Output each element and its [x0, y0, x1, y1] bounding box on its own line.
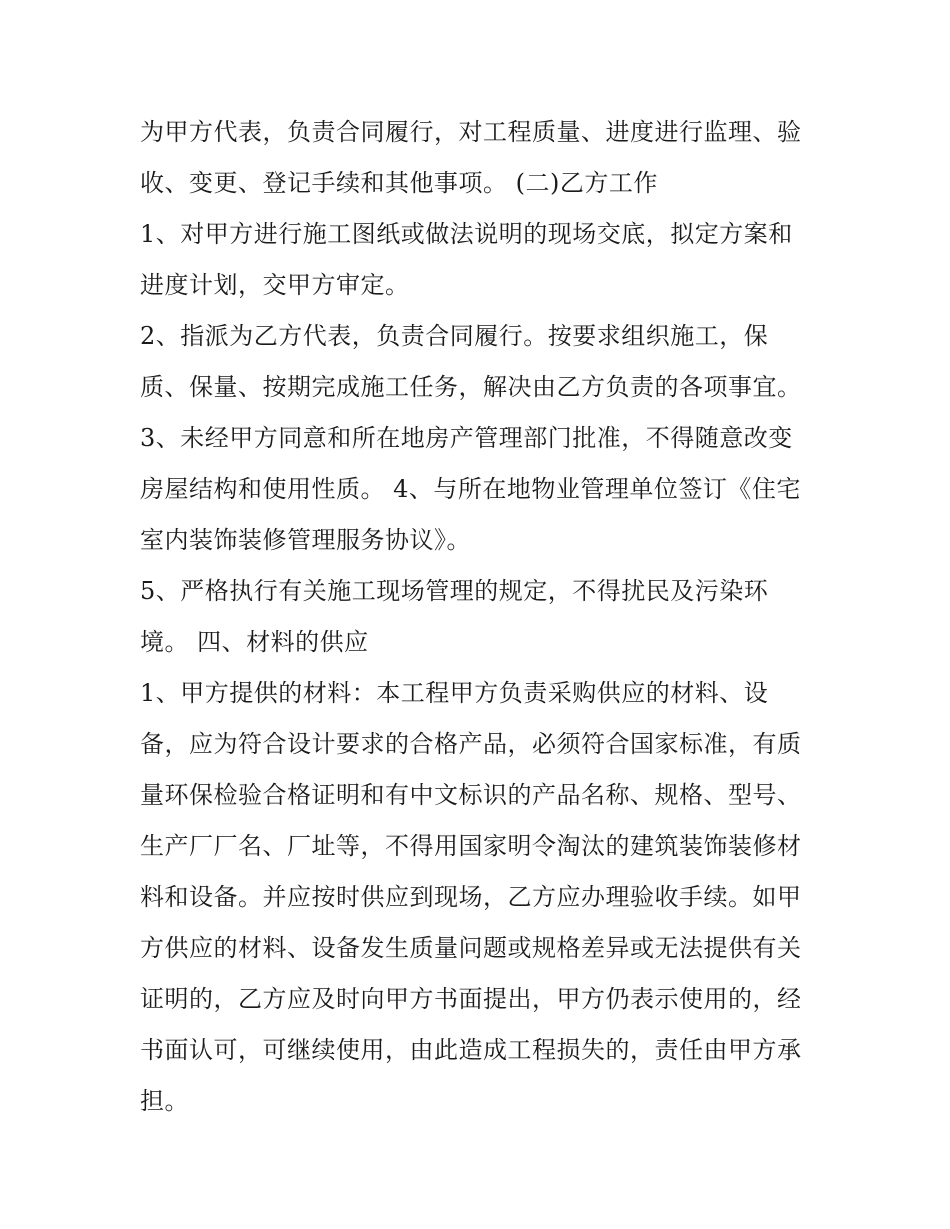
text-line: 境。 四、材料的供应 — [140, 628, 369, 656]
text-line: 证明的，乙方应及时向甲方书面提出，甲方仍表示使用的，经 — [140, 985, 802, 1013]
text-line: 质、保量、按期完成施工任务，解决由乙方负责的各项事宜。 — [140, 373, 802, 401]
text-line: 1、甲方提供的材料：本工程甲方负责采购供应的材料、设 — [140, 679, 769, 707]
text-line: 担。 — [140, 1087, 189, 1115]
text-line: 5、严格执行有关施工现场管理的规定，不得扰民及污染环 — [140, 577, 769, 605]
text-line: 备，应为符合设计要求的合格产品，必须符合国家标准，有质 — [140, 730, 802, 758]
text-line: 收、变更、登记手续和其他事项。 (二)乙方工作 — [140, 169, 658, 197]
text-line: 量环保检验合格证明和有中文标识的产品名称、规格、型号、 — [140, 781, 802, 809]
text-line: 方供应的材料、设备发生质量问题或规格差异或无法提供有关 — [140, 934, 802, 962]
contract-text-block — [140, 107, 840, 1127]
text-line: 1、对甲方进行施工图纸或做法说明的现场交底，拟定方案和 — [140, 220, 793, 248]
text-line: 3、未经甲方同意和所在地房产管理部门批准，不得随意改变 — [140, 424, 793, 452]
text-line: 进度计划，交甲方审定。 — [140, 271, 410, 299]
text-line: 2、指派为乙方代表，负责合同履行。按要求组织施工，保 — [140, 322, 769, 350]
text-line: 书面认可，可继续使用，由此造成工程损失的，责任由甲方承 — [140, 1036, 802, 1064]
text-line: 房屋结构和使用性质。 4、与所在地物业管理单位签订《住宅 — [140, 475, 801, 503]
text-line: 室内装饰装修管理服务协议》。 — [140, 526, 471, 554]
text-line: 生产厂厂名、厂址等，不得用国家明令淘汰的建筑装饰装修材 — [140, 832, 802, 860]
text-line: 料和设备。并应按时供应到现场，乙方应办理验收手续。如甲 — [140, 883, 802, 911]
text-line: 为甲方代表，负责合同履行，对工程质量、进度进行监理、验 — [140, 118, 802, 146]
